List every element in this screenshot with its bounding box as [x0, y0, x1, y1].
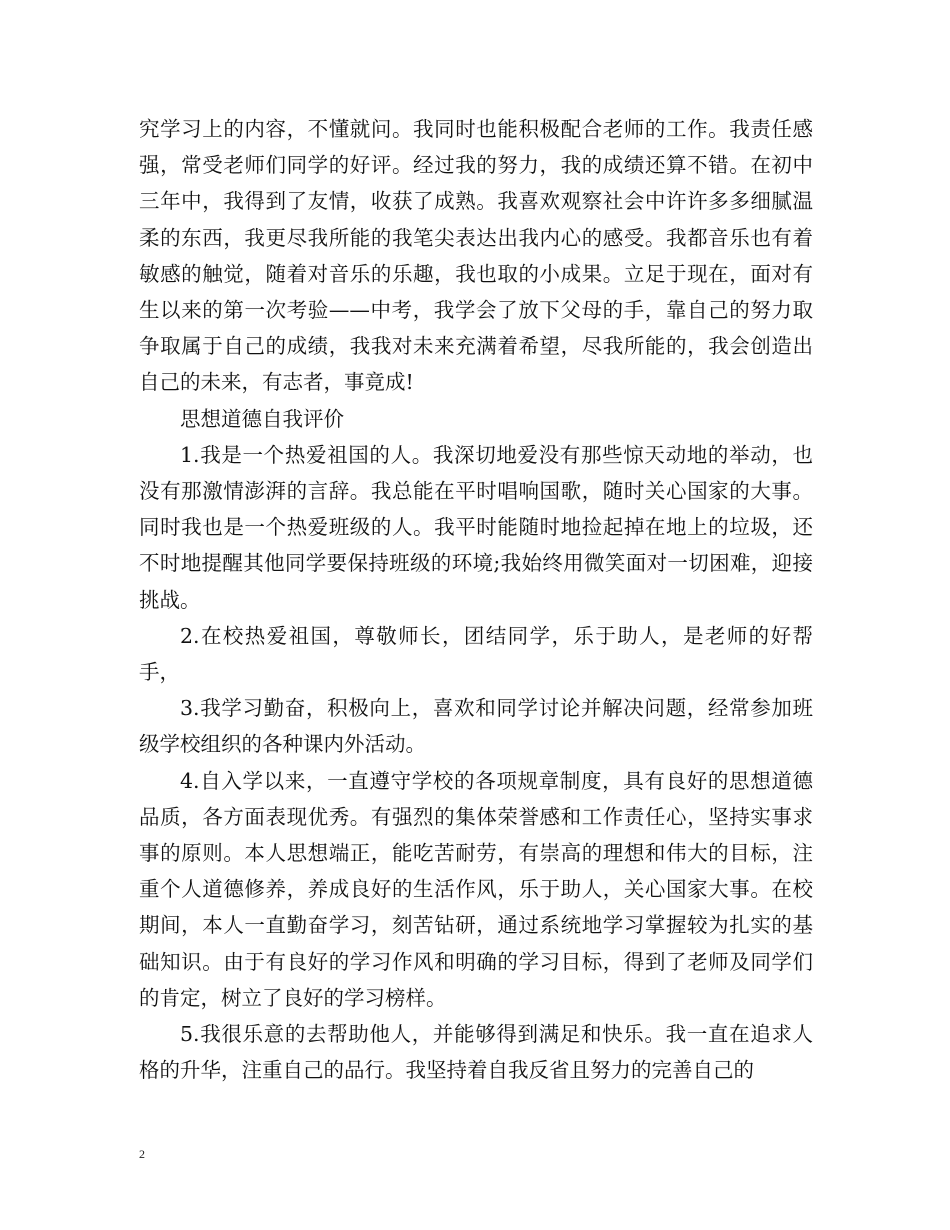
paragraph-item-3: 3.我学习勤奋，积极向上，喜欢和同学讨论并解决问题，经常参加班级学校组织的各种课内外活动。 — [139, 696, 813, 757]
paragraph-item-5: 5.我很乐意的去帮助他人，并能够得到满足和快乐。我一直在追求人格的升华，注重自己的品行。我坚持着自我反省且努力的完善自己的 — [139, 1022, 813, 1083]
section-heading-moral-self-evaluation: 思想道德自我评价 — [180, 406, 344, 431]
page-number: 2 — [139, 1147, 145, 1161]
document-body — [139, 111, 813, 1088]
paragraph-continuation: 究学习上的内容，不懂就问。我同时也能积极配合老师的工作。我责任感强，常受老师们同学的好评。经过我的努力，我的成绩还算不错。在初中三年中，我得到了友情，收获了成熟。我喜欢观察社会中许许多多细腻温柔的东西，我更尽我所能的我笔尖表达出我内心的感受。我都音乐也有着敏感的触觉，随着对音乐的乐趣，我也取的小成果。立足于现在，面对有生以来的第一次考验——中考，我学会了放下父母的手，靠自己的努力取争取属于自己的成绩，我我对未来充满着希望，尽我所能的，我会创造出自己的未来，有志者，事竟成! — [139, 117, 813, 395]
paragraph-item-1: 1.我是一个热爱祖国的人。我深切地爱没有那些惊天动地的举动，也没有那激情澎湃的言辞。我总能在平时唱响国歌，随时关心国家的大事。同时我也是一个热爱班级的人。我平时能随时地捡起掉在地上的垃圾，还不时地提醒其他同学要保持班级的环境;我始终用微笑面对一切困难，迎接挑战。 — [139, 442, 813, 612]
paragraph-item-2: 2.在校热爱祖国，尊敬师长，团结同学，乐于助人，是老师的好帮手， — [139, 623, 813, 685]
paragraph-item-4: 4.自入学以来，一直遵守学校的各项规章制度，具有良好的思想道德品质，各方面表现优秀。有强烈的集体荣誉感和工作责任心，坚持实事求事的原则。本人思想端正，能吃苦耐劳，有崇高的理想和伟大的目标，注重个人道德修养，养成良好的生活作风，乐于助人，关心国家大事。在校期间，本人一直勤奋学习，刻苦钻研，通过系统地学习掌握较为扎实的基础知识。由于有良好的学习作风和明确的学习目标，得到了老师及同学们的肯定，树立了良好的学习榜样。 — [139, 768, 813, 1010]
